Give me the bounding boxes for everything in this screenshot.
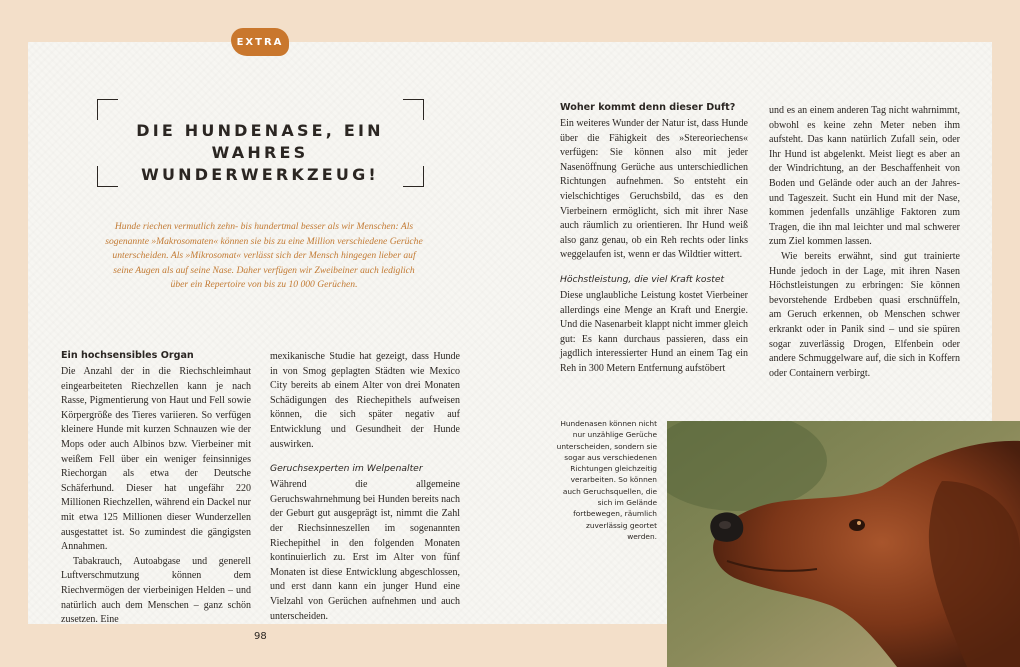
extra-tag [231, 28, 289, 56]
photo-caption: Hundenasen können nicht nur unzählige Gerüche unterscheiden, sondern sie sogar aus verschiedenen Richtungen gleichzeitig verarbeiten. So können auch Geruchsquellen, die sich im Gelände fortbewegen, räumlich zuverlässig geortet werden. [556, 419, 657, 541]
section-subheading: Höchstleistung, die viel Kraft kostet [560, 273, 725, 285]
article-title: DIE HUNDENASE, EIN WAHRES WUNDERWERKZEUG! [136, 121, 384, 184]
title-frame-corner-tr [403, 99, 424, 120]
paragraph: Die Anzahl der in die Riechschleimhaut eingearbeiteten Riechzellen kann je nach Rasse, Pigmentierung von Haut und Fell sowie Körpergröße des Tieres variieren. So verfügen kleinere Hunde mit kurzen Schnauzen wie der Mops oder auch Albinos bzw. Vierbeiner mit weißem Fell über ein weniger feinsinniges Riechorgan als etwa der Deutsche Schäferhund. Dieser hat ungefähr 220 Millionen Riechzellen, während ein Dackel nur mit etwa 125 Millionen dieser Wunderzellen ausgestattet ist. So zumindest die gängigsten Annahmen. [61, 366, 251, 553]
extra-tag-label: EXTRA [236, 36, 284, 48]
paragraph: mexikanische Studie hat gezeigt, dass Hunde in von Smog geplagten Städten wie Mexico City bereits ab einem Alter von drei Monaten Schädigungen des Riechepithels aufweisen können, die sich später negativ auf Entwicklung und Gesundheit der Hunde auswirken. [270, 351, 460, 450]
dog-profile-icon [667, 421, 1020, 667]
paragraph: Während die allgemeine Geruchswahrnehmung bei Hunden bereits nach der Geburt gut ausgeprägt ist, nimmt die Zahl der Riechsinneszellen im sogenannten Riechepithel in den folgenden Monaten kontinuierlich zu. Erst im Alter von fünf Monaten ist diese Entwicklung abgeschlossen, und erst dann kann ein junger Hund eine Vielzahl von Gerüchen aufnehmen und auch unterscheiden. [270, 479, 460, 622]
paragraph: Diese unglaubliche Leistung kostet Vierbeiner allerdings eine Menge an Kraft und Energie. Und die Nasenarbeit klappt nicht immer gleich gut: Es kann durchaus passieren, dass ein jagdlich interessierter Hund an einem Tag ein Reh in 300 Metern Entfernung aufstöbert [560, 289, 748, 374]
page-number: 98 [254, 631, 267, 642]
section-heading: Ein hochsensibles Organ [61, 350, 194, 361]
column-1 [61, 349, 251, 628]
column-4 [769, 104, 960, 381]
intro-text: Hunde riechen vermutlich zehn- bis hundertmal besser als wir Menschen: Als sogenannte »Makrosomaten« können sie bis zu eine Million verschiedene Gerüche unterscheiden. Als »Mikrosomat« verlässt sich der Mensch hingegen lieber auf seine Augen als auf seine Nase. Daher verfügen wir Zweibeiner auch lediglich über ein Repertoire von bis zu 10 000 Gerüchen. [105, 221, 423, 291]
column-2 [270, 350, 460, 624]
title-frame-corner-tl [97, 99, 118, 120]
paragraph: Wie bereits erwähnt, sind gut trainierte Hunde jedoch in der Lage, mit ihren Nasen Höchstleistungen zu erbringen: Sie können bevorstehende Erdbeben quasi erschnüffeln, am Geruch erkennen, ob Menschen schwer erkrankt oder in Panik sind – und sie spüren sogar zuverlässig Drogen, Elfenbein oder andere Schmuggelware auf, die sich in Koffern oder Containern verbirgt. [769, 250, 960, 379]
paragraph: Ein weiteres Wunder der Natur ist, dass Hunde über die Fähigkeit des »Stereoriechens« verfügen: Sie können also mit jeder Nasenöffnung Gerüche aus unterschiedlichen Richtungen aufnehmen. So entsteht ein vielschichtiges Geruchsbild, das es den Vierbeinern ermöglicht, sich mit ihrer Nase auch räumlich zu orientieren. Ihr Hund weiß also ganz genau, ob ein Reh rechts oder links weggelaufen ist, wenn er das Wildtier wittert. [560, 118, 748, 261]
paragraph: Tabakrauch, Autoabgase und generell Luftverschmutzung können dem Riechvermögen der vierbeinigen Helden – und natürlich auch dem Menschen – ganz schön zusetzen. Eine [61, 555, 251, 626]
dog-head-photo [667, 421, 1020, 667]
section-subheading: Geruchsexperten im Welpenalter [270, 463, 423, 475]
column-3 [560, 101, 748, 377]
paragraph: und es an einem anderen Tag nicht wahrnimmt, obwohl es keine zehn Meter neben ihm aufsteht. Das kann natürlich Zufall sein, oder Ihr Hund ist abgelenkt. Meist liegt es aber an der Windrichtung, an der Beschaffenheit von Boden und Gelände oder auch an der Jahres- und Tageszeit. Sucht ein Hund mit der Nase, kommen jedenfalls unzählige Faktoren zum Tragen, die ihn mal leichter und mal schwerer zum Ziel kommen lassen. [769, 105, 960, 248]
section-heading: Woher kommt denn dieser Duft? [560, 102, 736, 113]
